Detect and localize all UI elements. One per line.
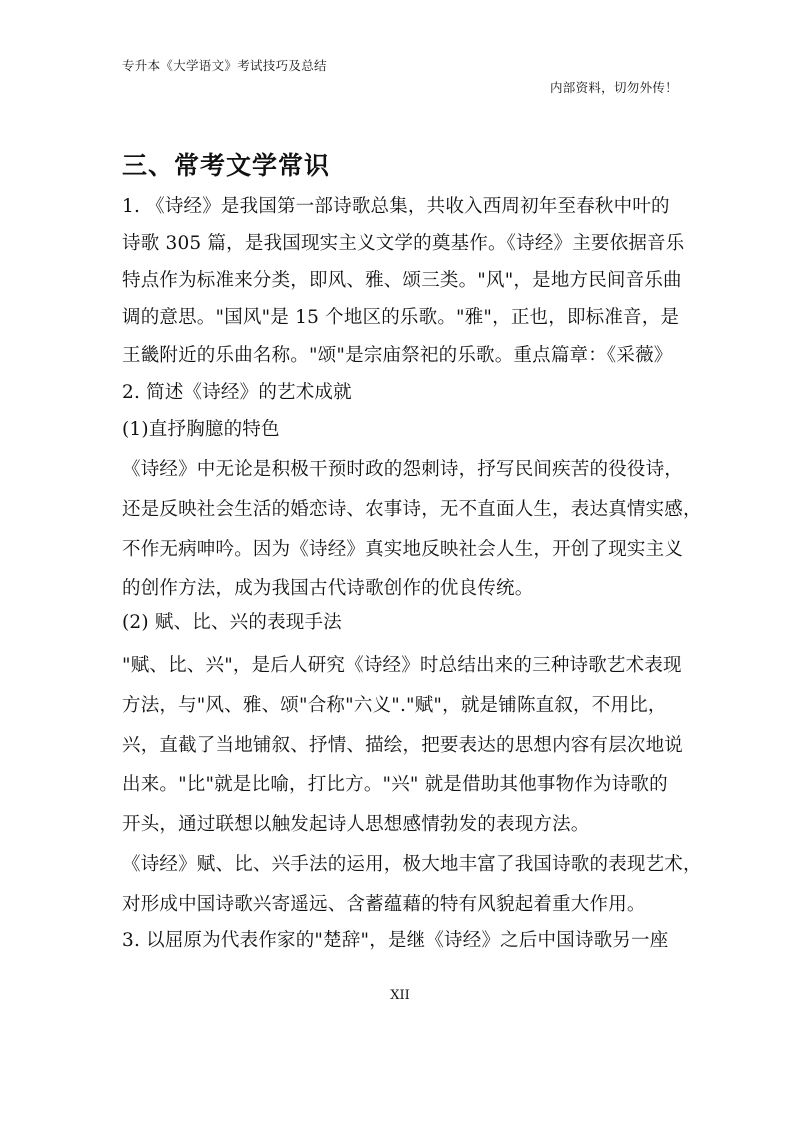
subheading: (2) 赋、比、兴的表现手法 [122,612,342,633]
body-text-line: 调的意思。"国风"是 15 个地区的乐歌。"雅"，正也，即标准音，是 [122,307,680,328]
body-text-line: 《诗经》中无论是积极干预时政的怨刺诗，抒写民间疾苦的役役诗， [122,459,684,480]
body-text-line: 诗歌 305 篇，是我国现实主义文学的奠基作。《诗经》主要依据音乐 [122,233,685,254]
body-text-line: 对形成中国诗歌兴寄遥远、含蓄蕴藉的特有风貌起着重大作用。 [122,894,646,915]
body-text-line: 不作无病呻吟。因为《诗经》真实地反映社会人生，开创了现实主义 [122,539,684,560]
item-heading: 2. 简述《诗经》的艺术成就 [122,382,352,403]
document-header-title: 专升本《大学语文》考试技巧及总结 [122,58,327,73]
body-text-line: "赋、比、兴"，是后人研究《诗经》时总结出来的三种诗歌艺术表现 [122,655,682,676]
item-heading: 3. 以屈原为代表作家的"楚辞"，是继《诗经》之后中国诗歌另一座 [122,930,669,951]
section-title: 三、常考文学常识 [122,151,331,180]
body-text-line: 开头，通过联想以触发起诗人思想感情勃发的表现方法。 [122,814,590,835]
body-text-line: 的创作方法，成为我国古代诗歌创作的优良传统。 [122,578,534,599]
body-text-line: 还是反映社会生活的婚恋诗、农事诗，无不直面人生，表达真情实感， [122,499,702,520]
page-number: XII [390,988,410,1003]
body-text-line: 出来。"比"就是比喻，打比方。"兴" 就是借助其他事物作为诗歌的 [122,774,668,795]
body-text-line: 1. 《诗经》是我国第一部诗歌总集，共收入西周初年至春秋中叶的 [122,196,670,217]
body-text-line: 《诗经》赋、比、兴手法的运用，极大地丰富了我国诗歌的表现艺术， [122,854,702,875]
body-text-line: 方法，与"风、雅、颂"合称"六义"."赋"，就是铺陈直叙，不用比， [122,695,667,716]
body-text-line: 特点作为标准来分类，即风、雅、颂三类。"风"，是地方民间音乐曲 [122,270,682,291]
body-text-line: 兴，直截了当地铺叙、抒情、描绘，把要表达的思想内容有层次地说 [122,735,684,756]
confidential-notice: 内部资料，切勿外传！ [549,80,678,95]
body-text-line: 王畿附近的乐曲名称。"颂"是宗庙祭祀的乐歌。重点篇章：《采薇》 [122,345,673,366]
subheading: (1)直抒胸臆的特色 [122,419,280,440]
